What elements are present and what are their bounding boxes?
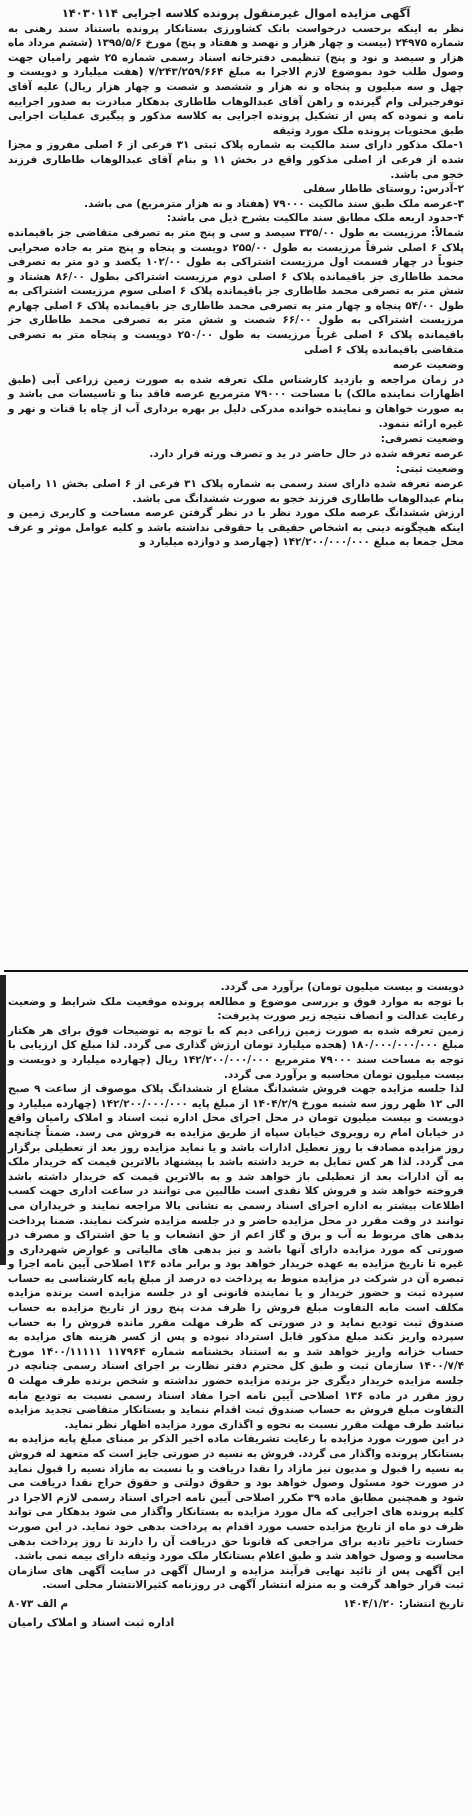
item-4: ۴-حدود اربعه ملک مطابق سند مالکیت بشرح ذیل می باشد: <box>166 212 464 225</box>
notice-title: آگهی مزایده اموال غیرمنقول پرونده کلاسه اجرایی ۱۴۰۳۰۱۱۴ <box>61 6 411 20</box>
land-state: در زمان مراجعه و بازدید کارشناس ملک تعرفه شده به صورت زمین زراعی آبی (طبق اظهارات نماینده مالک) با مساحت ۷۹۰۰۰ مترمربع عرصه فاقد بنا و تاسیسات می باشد و به صورت خواهان و نماینده خوانده مدرکی دلیل بر بهره برداری آب از چاه یا قنات و نهر و غیره ارائه ننمود. <box>8 373 464 430</box>
notice-code: م الف ۸۰۷۳ <box>8 1597 69 1610</box>
publication-date: تاریخ انتشار: ۱۴۰۴/۱/۲۰ <box>343 1597 464 1610</box>
publication-paragraph: این آگهی پس از تائید نهایی فرآیند مزایده و ارسال آگهی در سایت آگهی های سازمان ثبت قرار خواهد گرفت و به منزله انتشار آگهی در روزنامه کثیرالانتشار محلی است. <box>8 1564 464 1592</box>
possession: عرصه تعرفه شده در حال حاضر در ید و تصرف ورثه قرار دارد. <box>149 447 464 460</box>
registry: عرصه تعرفه شده دارای سند رسمی به شماره پلاک ۳۱ فرعی از ۶ اصلی بخش ۱۱ رامیان بنام عبدالوهاب طاطاری فرزند خجو به صورت ششدانگ می باشد. <box>8 478 464 505</box>
review-paragraph: با توجه به موارد فوق و بررسی موضوع و مطالعه پرونده موقعیت ملک شرایط و وضعیت رعایت عدالت و انصاف نتیجه زیر صورت پذیرفت: <box>8 995 464 1023</box>
item-1: ۱-ملک مذکور دارای سند مالکیت به شماره پلاک ثبتی ۳۱ فرعی از ۶ اصلی مفروز و مجزا شده از فرعی از اصلی مذکور واقع در بخش ۱۱ و بنام آقای عبدالوهاب طاطاری فرزند خجو می باشد. <box>8 139 464 181</box>
heading-registry: وضعیت ثبتی: <box>395 463 464 476</box>
column-divider <box>4 970 468 972</box>
valuation-continued: دویست و بیست میلیون تومان) برآورد می گردد. <box>220 981 464 993</box>
item-3: ۳-عرصه ملک طبق سند مالکیت ۷۹۰۰۰ (هفتاد و نه هزار مترمربع) می باشد. <box>84 197 464 210</box>
installment-paragraph: در این صورت مورد مزایده با رعایت تشریفات ماده اخیر الذکر بر مبنای مبلغ پایه مزایده به بستانکار پرونده واگذار می گردد. فروش به نسیه در صورتی جایز است که متعهد له فروش به نسیه را قبول و مدیون نیز مازاد را نقدا دریافت و یا نسبت به مازاد نسیه را قبول نماید در صورت خود مسئول وصول خواهد بود و حقوق دولتی و حقوق حراج نقدا دریافت می شود و همچنین مطابق ماده ۳۹ مکرر اصلاحی آیین نامه اجرای اسناد رسمی لازم الاجرا در کلیه پرونده های اجرایی که مال مورد مزایده به بستانکار واگذار می شود بدهکار می تواند ظرف دو ماه از تاریخ مزایده حسب مورد اقدام به پرداخت بدهی خود نماید. در این صورت خسارت تاخیر تادیه برای مراجعی که قانونا حق دریافت آن را دارند تا روز پرداخت بدهی محاسبه و وصول خواهد شد و طبق اعلام بستانکار ملک مورد وثیقه دارای بیمه نمی باشد. <box>8 1433 464 1563</box>
assessment-paragraph: زمین تعرفه شده به صورت زمین زراعی دیم که با توجه به توضیحات فوق برای هر هکتار مبلغ ۱۸۰/۰۰۰/۰۰۰/۰۰۰ (هجده میلیارد تومان ارزش گذاری می گردد. لذا مبلغ کل ارزیابی با توجه به مساحت سند ۷۹۰۰۰ مترمربع ۱۴۲/۲۰۰/۰۰۰/۰۰۰ ریال (چهارده میلیارد و دویست و بیست میلیون تومان محاسبه و برآورد می گردد. <box>8 1024 464 1081</box>
notice-lower-column <box>8 980 464 1630</box>
boundaries: شمالاً: مرزیست به طول ۳۳۵/۰۰ سیصد و سی و پنج متر به تصرفی متقاضی جز باقیمانده پلاک ۶ اصلی شرقاً مرزیست به طول ۲۵۵/۰۰ دویست و پنجاه و پنج متر به جاده صحرایی جنوباً در چهار قسمت اول مرزیست اشتراکی به طول ۱۰۲/۰۰ یکصد و دو متر به تصرفی محمد طاطاری جز باقیمانده پلاک ۶ اصلی دوم مرزیست اشتراکی بطول ۸۶/۰۰ هشتاد و شش متر به تصرفی محمد طاطاری جز باقیمانده پلاک ۶ اصلی سوم مرزیست اشتراکی به طول ۵۴/۰۰ پنجاه و چهار متر به تصرفی محمد طاطاری جز باقیمانده پلاک ۶ اصلی چهارم مرزیست اشتراکی به طول ۶۶/۰۰ شصت و شش متر به تصرفی محمد طاطاری جز باقیمانده پلاک ۶ اصلی غرباً مرزیست به طول ۲۵۰/۰۰ دویست و پنجاه متر به تصرفی متقاضی باقیمانده پلاک ۶ اصلی <box>8 226 465 356</box>
valuation: ارزش ششدانگ عرصه ملک مورد نظر با در نظر گرفتن عرصه مساحت و کاربری زمین و اینکه هیچگونه دینی به اشخاص حقیقی یا حقوقی نداشته باشد و کلیه عوامل موثر و عرف محل جمعا به مبلغ ۱۴۲/۲۰۰/۰۰۰/۰۰۰ (چهارصد و دوازده میلیارد و <box>8 507 464 549</box>
notice-upper-column <box>8 6 464 550</box>
item-2: ۲-آدرس: روستای طاطار سفلی <box>302 183 464 196</box>
issuing-office: اداره ثبت اسناد و املاک رامیان <box>8 1615 175 1629</box>
auction-terms-paragraph: لذا جلسه مزایده جهت فروش ششدانگ مشاع از ششدانگ پلاک موصوف از ساعت ۹ صبح الی ۱۲ ظهر روز سه شنبه مورخ ۱۴۰۴/۲/۹ از مبلغ پایه ۱۴۲/۲۰۰/۰۰۰/۰۰۰ (چهارده میلیارد و دویست و بیست میلیون تومان در محل اجرای محل اداره ثبت اسناد و املاک رامیان واقع در خیابان امام ره روبروی خیابان سپاه از طریق مزایده به فروش می رسد. ضمناً چنانچه روز مزایده مصادف با روز تعطیل ادارات باشد و یا نماید مزایده روز بعد از تعطیلی برگزار می گردد. لذا هر کس تمایل به خرید داشته باشد با پیشنهاد بالاترین قیمت که خریدار ملک به آن ادارات بعد از تعطیلی باز خواهد شد و به بالاترین قیمت که خریدار داشته باشد فروخته خواهد شد و فروش کلا نقدی است طالبین می توانند در ساعت اداری جهت کسب اطلاعات بیشتر به اداره اجرای اسناد رسمی به نشانی بالا مراجعه نمایند و خریداران می توانند در وقت مقرر در محل مزایده حاضر و در جلسه مزایده شرکت نمایند. ضمنا پرداخت بدهی های مربوط به آب و برق و گاز اعم از حق انشعاب و یا حق اشتراک و مصرف در صورتی که مورد مزایده دارای آنها باشد و نیز بدهی های مالیاتی و عوارض شهرداری و غیره تا تاریخ مزایده به عهده خریدار خواهد بود و برابر ماده ۱۳۶ اصلاحی آیین نامه اجرا و تبصره آن در شرکت در مزایده منوط به پرداخت ده درصد از مبلغ پایه کارشناسی به حساب سپرده ثبت و حضور خریدار و یا نماینده قانونی او در جلسه مزایده است برنده مزایده مکلف است مابه التفاوت مبلغ فروش را ظرف مدت پنج روز از تاریخ مزایده به حساب صندوق ثبت تودیع نماید و در صورتی که ظرف مهلت مقرر مانده فروش را به حساب سپرده واریز نکند مبلغ مذکور قابل استرداد نبوده و پس از کسر هزینه های مزایده به حساب خزانه واریز خواهد شد و به استناد بخشنامه شماره ۱۱۷۹۶۴ ۱۴۰۰/۱۱۱۱۱ مورخ ۱۴۰۰/۷/۴ سازمان ثبت و طبق کل محترم دفتر نظارت بر اجرای اسناد رسمی چنانچه در جلسه مزایده خریدار دیگری جز برنده مزایده حضور نداشته و شخص برنده طرف مهلت ۵ روز مقرر در ماده ۱۳۶ اصلاحی آیین نامه اجرا مفاد اسناد رسمی نسبت به تودیع مابه التفاوت مبلغ فروش به حساب صندوق ثبت اقدام ننماید و بستانکار متقاضی تجدید مزایده نباشد طرف مهلت مقرر نسبت به نحوه و اگذاری مورد مزایده اظهار نظر نماید. <box>8 1083 465 1431</box>
publication-footer <box>8 1597 464 1612</box>
notice-intro: نظر به اینکه برحسب درخواست بانک کشاورزی بستانکار پرونده باستناد سند رهنی به شماره ۲۴۹۷۵ (بیست و چهار هزار و نهصد و هفتاد و پنج) مورخ ۱۳۹۵/۵/۶ (ششم مرداد ماه هزار و سیصد و نود و پنج) تنظیمی دفترخانه اسناد رسمی شماره ۲۵ شهر رامیان جهت وصول طلب خود بموضوع لازم الاجرا به مبلغ ۷/۲۴۳/۲۵۹/۶۶۴ (هفت میلیارد و دویست و چهل و سه میلیون و پنجاه و نه هزار و ششصد و شصت و چهار هزار ریال) علیه آقای توفرجیرلی وام گیرنده و راهن آقای عبدالوهاب طاطاری بدهکار مبادرت به صدور اجراییه نامه و نموده که پس از تشکیل پرونده اجرایی به کلاسه مذکور و پیگیری عملیات اجرایی طبق محتویات پرونده ملک مورد وثیقه <box>8 22 465 137</box>
scan-edge-shadow <box>0 975 6 1265</box>
heading-possession: وضعیت تصرفی: <box>380 433 464 446</box>
heading-land-state: وضعیت عرصه <box>392 359 464 372</box>
